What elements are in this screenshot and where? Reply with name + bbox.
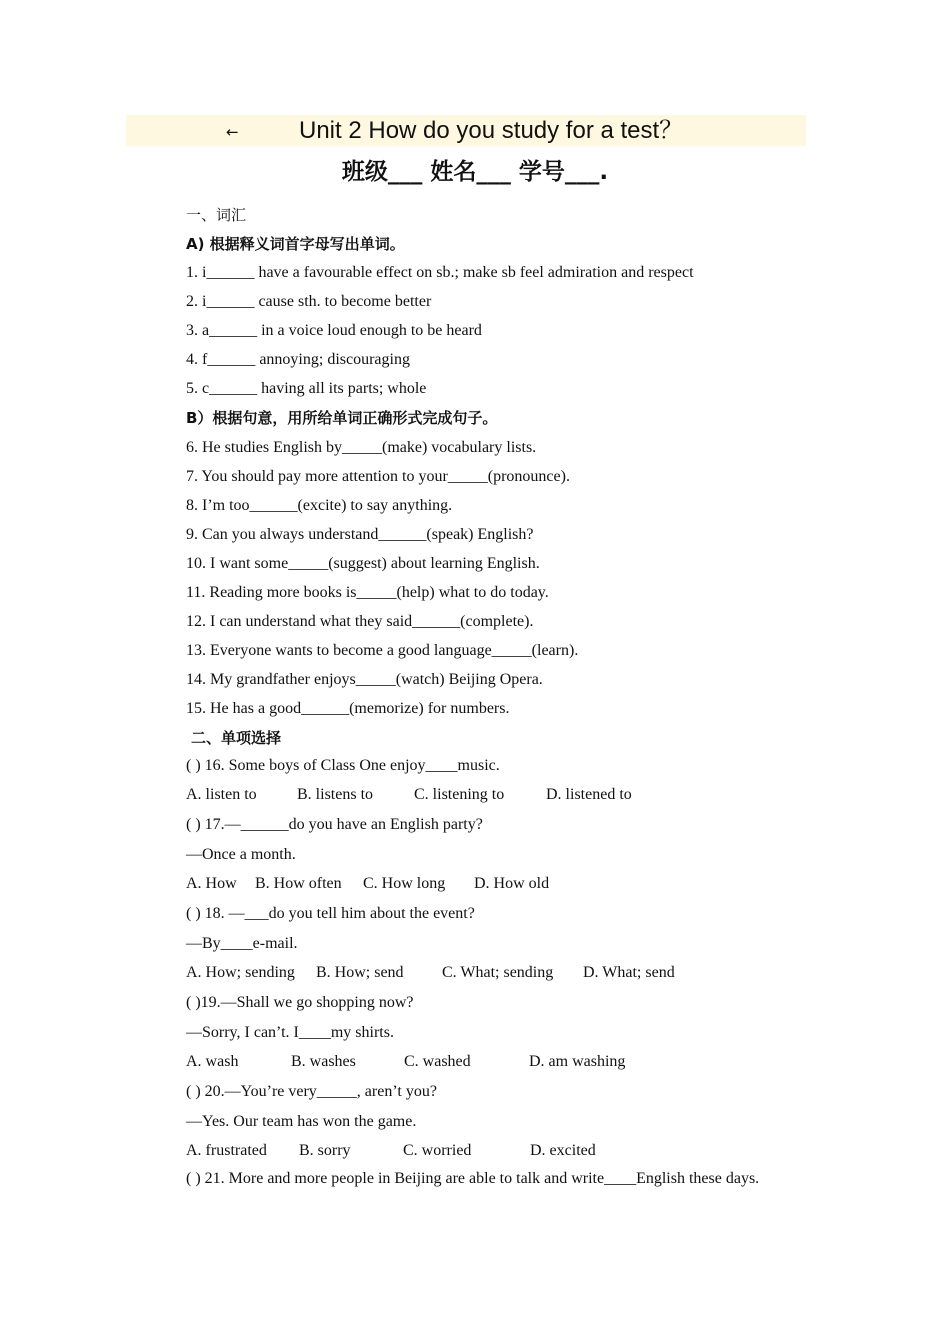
question-line: 8. I’m too______(excite) to say anything. [186,497,453,514]
question-line: 10. I want some_____(suggest) about learning English. [186,555,540,572]
question-18: ( ) 18. —___do you tell him about the event? [186,905,475,922]
option-d: D. What; send [583,964,675,981]
answer-line: —Once a month. [186,846,296,863]
question-line: 5. c______ having all its parts; whole [186,380,427,397]
option-c: C. worried [403,1142,472,1159]
option-d: D. excited [530,1142,596,1159]
option-a: A. listen to [186,786,257,803]
option-d: D. How old [474,875,550,892]
option-a: A. How; sending [186,964,295,981]
student-info-line: 班级___ 姓名___ 学号___. [341,159,609,185]
question-line: 4. f______ annoying; discouraging [186,351,410,368]
answer-line: —Sorry, I can’t. I____my shirts. [186,1024,394,1041]
option-a: A. frustrated [186,1142,267,1159]
question-line: 2. i______ cause sth. to become better [186,293,432,310]
answer-line: —Yes. Our team has won the game. [186,1113,417,1130]
option-d: D. listened to [546,786,632,803]
question-16: ( ) 16. Some boys of Class One enjoy____music. [186,757,500,774]
option-a: A. How [186,875,237,892]
question-line: 7. You should pay more attention to your_____(pronounce). [186,468,570,485]
question-21: ( ) 21. More and more people in Beijing are able to talk and write____English these days. [186,1170,760,1187]
question-line: 6. He studies English by_____(make) vocabulary lists. [186,439,537,456]
question-line: 1. i______ have a favourable effect on sb.; make sb feel admiration and respect [186,264,694,281]
option-b: B. listens to [297,786,374,803]
question-20: ( ) 20.—You’re very_____, aren’t you? [186,1083,437,1100]
question-line: 11. Reading more books is_____(help) what to do today. [186,584,549,601]
question-17: ( ) 17.—______do you have an English party? [186,816,483,833]
option-b: B. washes [291,1053,356,1070]
option-c: C. What; sending [442,964,554,981]
left-arrow-icon: ← [226,123,239,141]
option-b: B. How often [255,875,342,892]
section-choice-heading: 二、单项选择 [191,729,282,747]
answer-line: —By____e-mail. [186,935,298,952]
part-b-instruction: B）根据句意，用所给单词正确形式完成句子。 [186,409,498,427]
page-title: Unit 2 How do you study for a test？ [299,117,684,144]
question-line: 13. Everyone wants to become a good language_____(learn). [186,642,579,659]
question-line: 14. My grandfather enjoys_____(watch) Beijing Opera. [186,671,543,688]
option-d: D. am washing [529,1053,626,1070]
part-a-instruction: A) 根据释义词首字母写出单词。 [186,235,405,253]
option-b: B. How; send [316,964,404,981]
option-c: C. How long [363,875,446,892]
section-vocabulary-heading: 一、词汇 [186,206,247,224]
question-19: ( )19.—Shall we go shopping now? [186,994,414,1011]
question-line: 15. He has a good______(memorize) for numbers. [186,700,510,717]
option-b: B. sorry [299,1142,351,1159]
option-c: C. listening to [414,786,505,803]
option-c: C. washed [404,1053,471,1070]
question-line: 12. I can understand what they said______(complete). [186,613,534,630]
question-line: 3. a______ in a voice loud enough to be heard [186,322,482,339]
option-a: A. wash [186,1053,239,1070]
question-line: 9. Can you always understand______(speak) English? [186,526,534,543]
